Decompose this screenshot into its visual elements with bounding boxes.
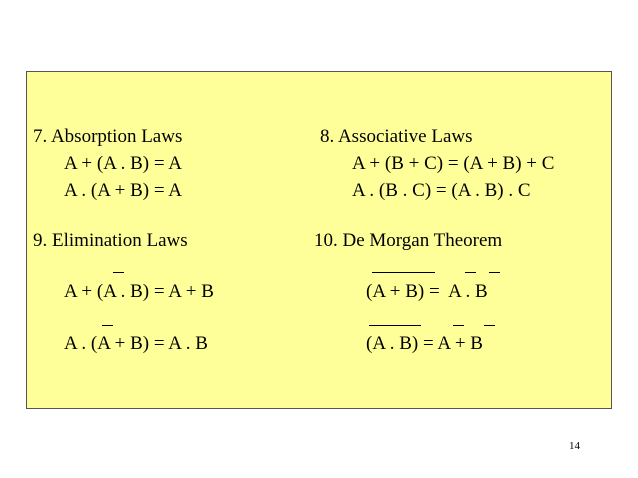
- demorgan-overbar-b2: [484, 325, 495, 326]
- absorption-heading: 7. Absorption Laws: [33, 126, 183, 147]
- demorgan-overbar-a2: [453, 325, 464, 326]
- absorption-law-2: A . (A + B) = A: [64, 180, 183, 201]
- elimination-law-1: A + (A . B) = A + B: [64, 281, 214, 302]
- demorgan-law-2: (A . B) = A + B: [366, 333, 483, 354]
- associative-law-1: A + (B + C) = (A + B) + C: [352, 153, 555, 174]
- associative-heading: 8. Associative Laws: [320, 126, 473, 147]
- demorgan-overbar-a1: [465, 272, 476, 273]
- demorgan-overbar-sum: [372, 272, 435, 273]
- demorgan-heading: 10. De Morgan Theorem: [314, 230, 503, 251]
- demorgan-law-1: (A + B) = A . B: [366, 281, 488, 302]
- page-number: 14: [569, 440, 580, 452]
- elimination-overbar-1: [113, 272, 124, 273]
- elimination-heading: 9. Elimination Laws: [33, 230, 188, 251]
- demorgan-overbar-product: [369, 325, 421, 326]
- elimination-law-2: A . (A + B) = A . B: [64, 333, 208, 354]
- associative-law-2: A . (B . C) = (A . B) . C: [352, 180, 531, 201]
- demorgan-overbar-b1: [489, 272, 500, 273]
- elimination-overbar-2: [102, 325, 113, 326]
- absorption-law-1: A + (A . B) = A: [64, 153, 183, 174]
